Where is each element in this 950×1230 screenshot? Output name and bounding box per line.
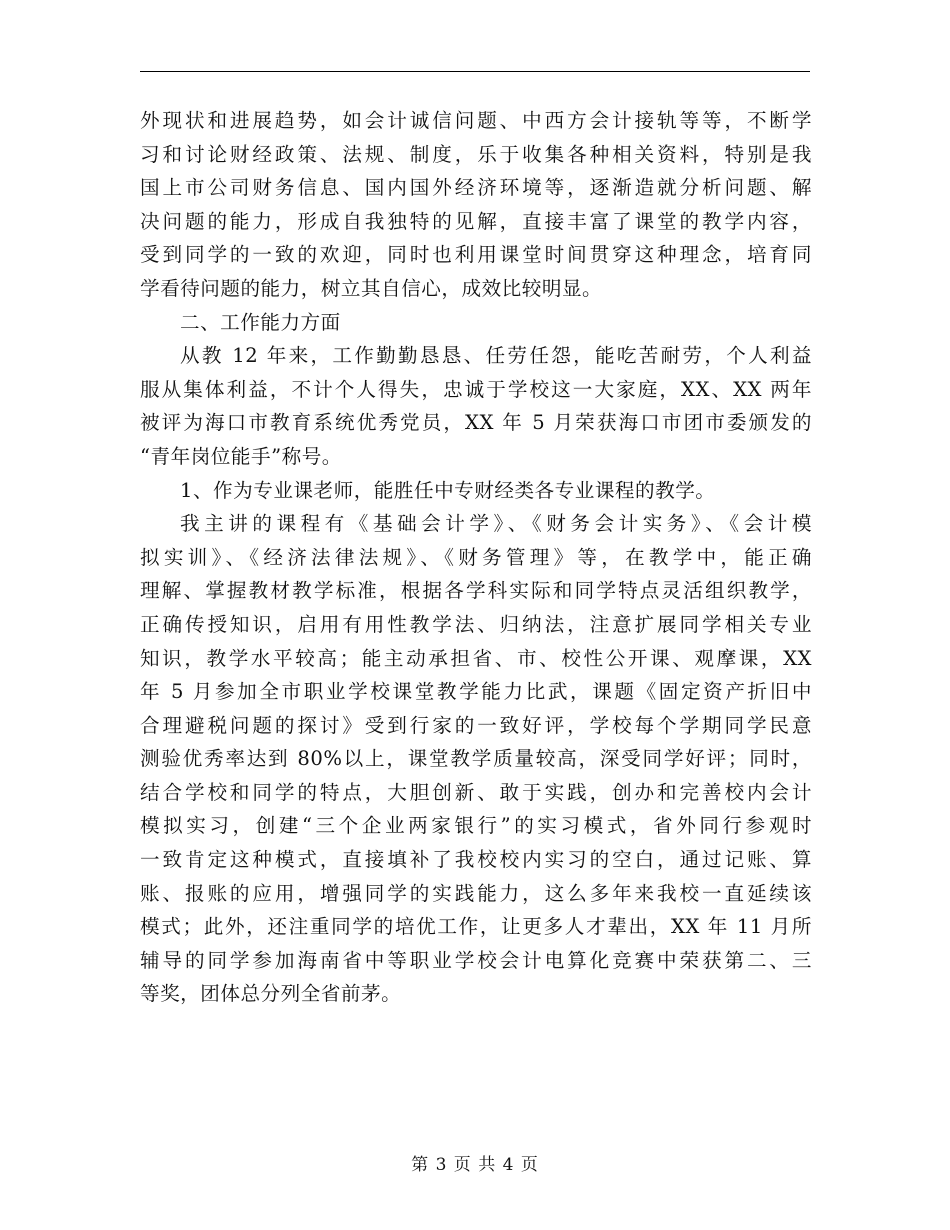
text-line: 理解、掌握教材教学标准，根据各学科实际和同学特点灵活组织教学， — [140, 579, 812, 603]
text-line: 账、报账的应用，增强同学的实践能力，这么多年来我校一直延续该 — [140, 881, 812, 905]
text-line: 习和讨论财经政策、法规、制度，乐于收集各种相关资料，特别是我 — [140, 142, 812, 166]
section-heading — [140, 306, 812, 340]
list-item-text: 1、作为专业课老师，能胜任中专财经类各专业课程的教学。 — [180, 478, 716, 502]
paragraph-work-ability — [140, 339, 812, 473]
text-line: 国上市公司财务信息、国内国外经济环境等，逐渐造就分析问题、解 — [140, 176, 812, 200]
text-line: 年 5 月参加全市职业学校课堂教学能力比武，课题《固定资产折旧中 — [140, 680, 812, 704]
text-line: 辅导的同学参加海南省中等职业学校会计电算化竞赛中荣获第二、三 — [140, 948, 812, 972]
paragraph-courses — [140, 507, 812, 1011]
text-line: 知识，教学水平较高；能主动承担省、市、校性公开课、观摩课，XX — [140, 646, 812, 670]
text-line: 合理避税问题的探讨》受到行家的一致好评，学校每个学期同学民意 — [140, 713, 812, 737]
text-line: 外现状和进展趋势，如会计诚信问题、中西方会计接轨等等，不断学 — [140, 109, 812, 132]
text-line: “青年岗位能手”称号。 — [140, 444, 342, 468]
text-line: 我主讲的课程有《基础会计学》、《财务会计实务》、《会计模 — [180, 512, 812, 536]
text-line: 从教 12 年来，工作勤勤恳恳、任劳任怨，能吃苦耐劳，个人利益 — [180, 344, 812, 368]
text-line: 模式；此外，还注重同学的培优工作，让更多人才辈出，XX 年 11 月所 — [140, 915, 812, 939]
text-line: 等奖，团体总分列全省前茅。 — [140, 982, 402, 1006]
list-item-1 — [140, 474, 812, 508]
text-line: 测验优秀率达到 80%以上，课堂教学质量较高，深受同学好评；同时， — [140, 747, 812, 771]
text-line: 结合学校和同学的特点，大胆创新、敢于实践，创办和完善校内会计 — [140, 780, 812, 804]
document-body — [140, 104, 812, 1011]
text-line: 正确传授知识，启用有用性教学法、归纳法，注意扩展同学相关专业 — [140, 612, 812, 636]
section-heading-text: 二、工作能力方面 — [180, 310, 341, 334]
text-line: 受到同学的一致的欢迎，同时也利用课堂时间贯穿这种理念，培育同 — [140, 243, 812, 267]
text-line: 一致肯定这种模式，直接填补了我校校内实习的空白，通过记账、算 — [140, 848, 812, 872]
page-footer: 第 3 页 共 4 页 — [411, 1155, 539, 1175]
text-line: 拟实训》、《经济法律法规》、《财务管理》等，在教学中，能正确 — [140, 545, 812, 569]
text-line: 决问题的能力，形成自我独特的见解，直接丰富了课堂的教学内容， — [140, 209, 812, 233]
paragraph-continued — [140, 104, 812, 306]
text-line: 学看待问题的能力，树立其自信心，成效比较明显。 — [140, 276, 603, 300]
text-line: 服从集体利益，不计个人得失，忠诚于学校这一大家庭，XX、XX 两年 — [140, 377, 812, 401]
header-rule — [140, 71, 810, 72]
text-line: 模拟实习，创建“三个企业两家银行”的实习模式，省外同行参观时 — [140, 814, 812, 838]
text-line: 被评为海口市教育系统优秀党员，XX 年 5 月荣获海口市团市委颁发的 — [140, 411, 812, 435]
